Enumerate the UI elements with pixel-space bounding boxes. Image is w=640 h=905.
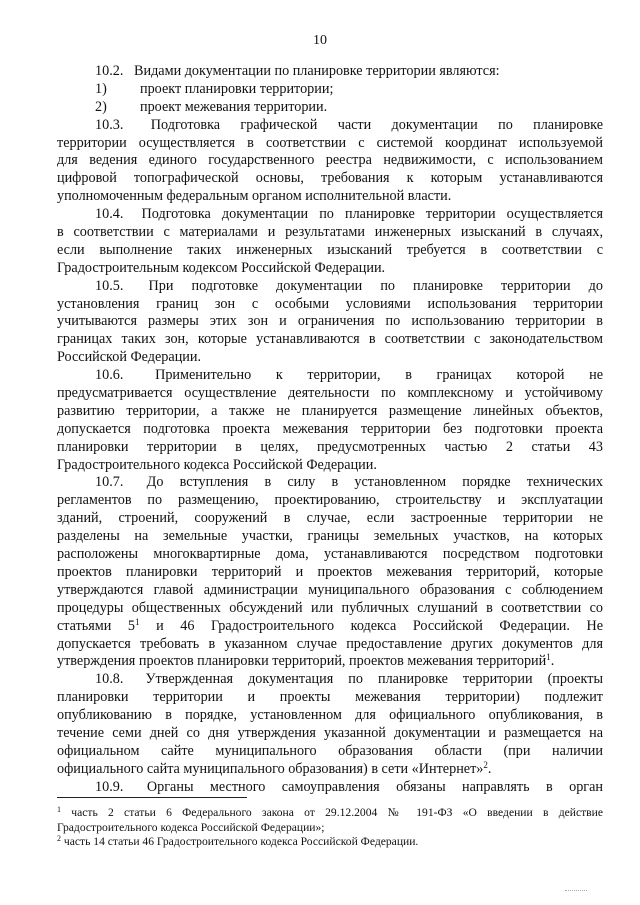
- paragraph-line: для ведения единого государственного реестра недвижимости, с использованием: [57, 152, 603, 169]
- paragraph-line: 10.3. Подготовка графической части документации по планировке: [95, 116, 603, 133]
- paragraph-text: официального сайта муниципального образования) в сети «Интернет»: [57, 760, 484, 777]
- paragraph-line: утверждения проектов планировки территорий, проектов межевания территорий$^1$.: [57, 653, 555, 670]
- list-item: [57, 99, 603, 117]
- footnote-2: [57, 835, 603, 850]
- paragraph-line: зданий, строений, сооружений в случае, если застроенные территории не: [57, 510, 603, 527]
- paragraph-line: 10.2. Видами документации по планировке территории являются:: [95, 63, 500, 79]
- paragraph-line: проектов планировки территорий и проектов межевания территорий, которые: [57, 563, 603, 580]
- paragraph-line: расположены многоквартирные дома, устанавливаются посредством подготовки: [57, 546, 603, 563]
- paragraph-line: границах таких зон, которые устанавливаются в соответствии с законодательством: [57, 331, 603, 348]
- paragraph-text: утверждения проектов планировки территорий, проектов межевания территорий: [57, 653, 547, 670]
- list-item-text: проект планировки территории;: [140, 80, 334, 97]
- paragraph-10-7: [57, 474, 603, 671]
- footnote-1-continued: Градостроительного кодекса Российской Федерации»;: [57, 820, 325, 834]
- paragraph-line: в соответствии с материалами и результатами инженерных изысканий в случаях,: [57, 224, 603, 241]
- paragraph-10-5: [57, 278, 603, 367]
- footnote-text: часть 2 статьи 6 Федерального закона от 29.12.2004 № 191-ФЗ «О введении в действие: [61, 806, 603, 819]
- footnote-ref-2: 2: [483, 760, 488, 770]
- paragraph-text: статьями 5: [57, 617, 136, 634]
- paragraph-line: 10.8. Утвержденная документация по планировке территории (проекты: [95, 671, 603, 688]
- paragraph-line: 10.7. До вступления в силу в установленном порядке технических: [95, 474, 603, 491]
- footnote-text: часть 14 статьи 46 Градостроительного кодекса Российской Федерации.: [61, 835, 419, 848]
- paragraph-line: 10.5. При подготовке документации по планировке территории до: [95, 277, 603, 294]
- footnote-separator: [57, 797, 247, 798]
- list-item-number: 2): [95, 98, 107, 115]
- paragraph-10-9: [57, 779, 603, 797]
- paragraph-line: официальном сайте муниципального образования области (при наличии: [57, 742, 603, 759]
- list-item: [57, 81, 603, 99]
- paragraph-line: территории осуществляется в соответствии с системой координат используемой: [57, 134, 603, 151]
- scan-artifact: [565, 890, 587, 893]
- footnote-mark: 2: [57, 835, 61, 843]
- paragraph-line: 10.4. Подготовка документации по планировке территории осуществляется: [95, 206, 603, 223]
- paragraph-10-6: [57, 367, 603, 474]
- paragraph-10-2: [57, 63, 603, 117]
- paragraph-line: предусматривается осуществление деятельности по комплексному и устойчивому: [57, 385, 603, 402]
- paragraph-10-8: [57, 671, 603, 778]
- paragraph-line: развитию территории, а также не планируется размещение линейных объектов,: [57, 402, 603, 419]
- paragraph-line: если выполнение таких инженерных изысканий требуется в соответствии с: [57, 241, 603, 258]
- paragraph-line: Градостроительным кодексом Российской Федерации.: [57, 259, 386, 276]
- paragraph-line: установления границ зон с особыми условиями использования территории: [57, 295, 603, 312]
- paragraph-line: учитываются размеры этих зон и ограничения по использованию территории в: [57, 313, 603, 330]
- footnote-ref-1: 1: [135, 617, 140, 627]
- footnote-1: [57, 806, 603, 821]
- page-number: 10: [313, 33, 327, 48]
- paragraph-line: регламентов по размещению, проектированию, строительству и эксплуатации: [57, 492, 603, 509]
- paragraph-line: 10.6. Применительно к территории, в границах которой не: [95, 367, 603, 384]
- footnote-mark: 1: [57, 806, 61, 814]
- paragraph-line: планировки территории и проекты межевания территории) подлежит: [57, 689, 603, 706]
- paragraph-line: опубликованию в порядке, установленном для официального опубликования, в: [57, 707, 603, 724]
- paragraph-line: утверждаются главой администрации муниципального образования с соблюдением: [57, 581, 603, 598]
- document-body: [57, 63, 603, 797]
- paragraph-line: допускается подготовка проекта межевания территории без подготовки проекта: [57, 420, 603, 437]
- paragraph-line: цифровой топографической основы, требования к которым устанавливаются: [57, 170, 603, 187]
- footnotes: [57, 806, 603, 850]
- paragraph-line: разделены на земельные участки, границы земельных участков, на которых: [57, 528, 603, 545]
- paragraph-line: планировки территории в целях, предусмотренных частью 2 статьи 43: [57, 438, 603, 455]
- paragraph-10-3: [57, 117, 603, 206]
- paragraph-line: Российской Федерации.: [57, 349, 202, 366]
- paragraph-line: уполномоченным федеральным органом исполнительной власти.: [57, 188, 452, 205]
- paragraph-line: Градостроительного кодекса Российской Федерации.: [57, 456, 377, 473]
- list-item-number: 1): [95, 80, 107, 97]
- paragraph-text: и 46 Градостроительного кодекса Российской Федерации. Не: [139, 617, 603, 634]
- paragraph-line: [57, 618, 603, 636]
- paragraph-line: допускается требовать в указанном случае предоставление других документов для: [57, 635, 603, 652]
- footnote-ref-1: 1: [546, 653, 551, 663]
- paragraph-line: официального сайта муниципального образования) в сети «Интернет»$^2$.: [57, 760, 492, 777]
- list-item-text: проект межевания территории.: [140, 98, 328, 115]
- paragraph-line: процедуры общественных обсуждений или публичных слушаний в соответствии со: [57, 599, 603, 616]
- paragraph-line: течение семи дней со дня утверждения указанной документации и размещается на: [57, 724, 603, 741]
- paragraph-10-4: [57, 206, 603, 278]
- paragraph-line: 10.9. Органы местного самоуправления обязаны направлять в орган: [95, 778, 603, 795]
